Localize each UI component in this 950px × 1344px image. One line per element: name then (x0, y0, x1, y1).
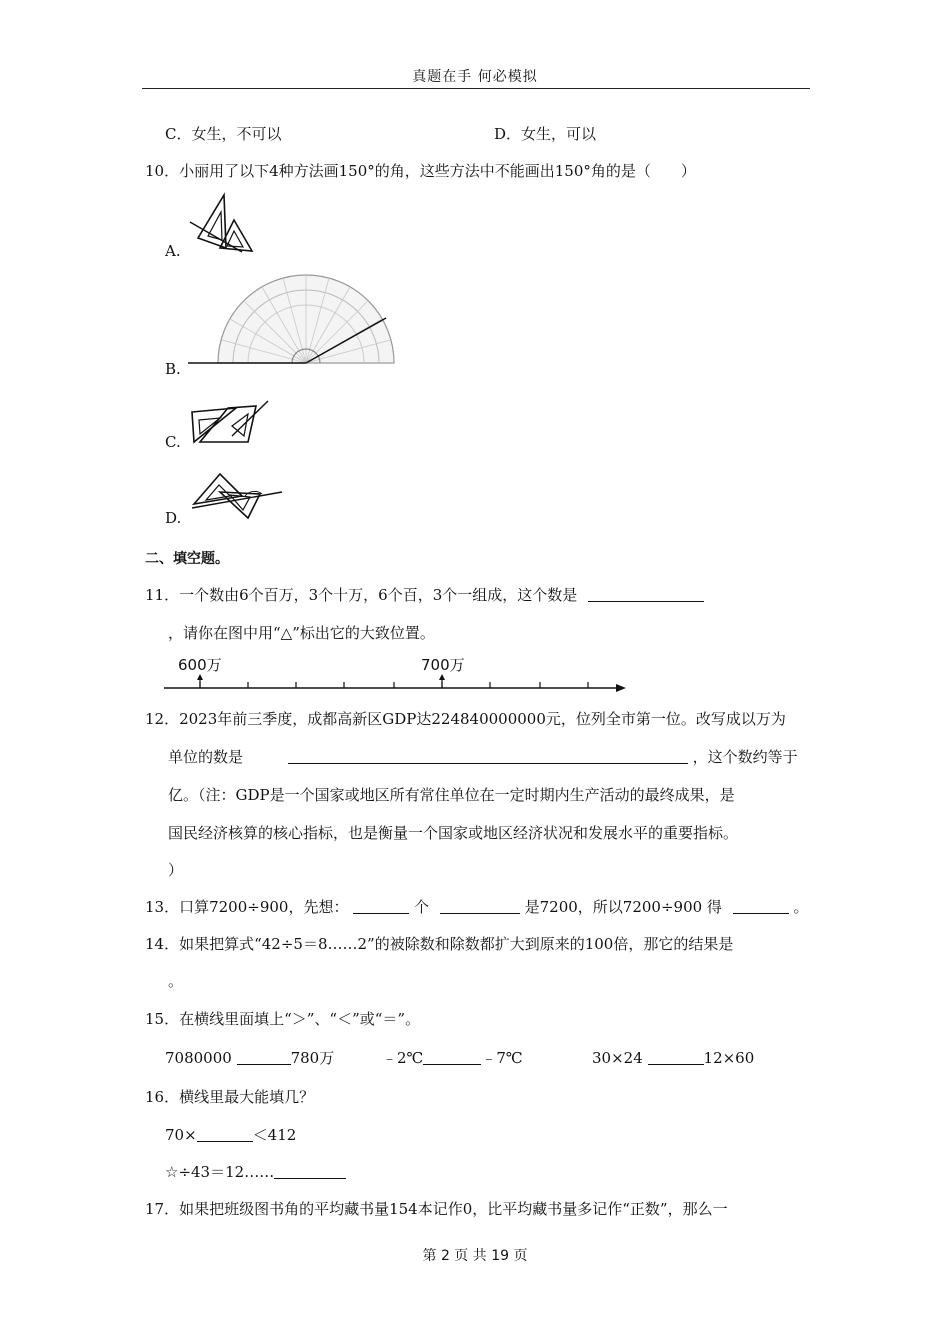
q11-line1 (145, 585, 704, 605)
q11-text: 11．一个数由6个百万，3个十万，6个百，3个一组成，这个数是 (145, 586, 578, 604)
q10-figure-c-set-squares (190, 398, 270, 448)
q16-stem: 16．横线里最大能填几？ (145, 1088, 315, 1106)
q9-option-c: C．女生，不可以 (165, 125, 282, 143)
q10-label-d: D. (165, 509, 182, 527)
q11-number-line (160, 672, 630, 696)
q12-answer-blank-1[interactable] (288, 747, 688, 764)
q15-item-b (382, 1048, 523, 1068)
q16-item-b (165, 1162, 346, 1182)
q12-text-a: 单位的数是 (168, 748, 244, 766)
q13-line (145, 897, 809, 917)
q15-stem: 15．在横线里面填上“＞”、“＜”或“＝”。 (145, 1010, 421, 1028)
q12-line5: ） (168, 861, 184, 879)
numberline-label-700: 700万 (421, 656, 465, 674)
q13-blank-2[interactable] (440, 897, 520, 914)
q10-figure-a-set-squares (190, 190, 280, 260)
q15-c-blank[interactable] (648, 1048, 704, 1065)
page-footer: 第 2 页 共 19 页 (422, 1248, 528, 1264)
q13-text-1: 13．口算7200÷900，先想： (145, 898, 349, 916)
q13-text-4: 。 (793, 898, 809, 916)
q16-b-left: ☆÷43＝12…… (165, 1163, 275, 1181)
q13-text-3: 是7200，所以7200÷900 得 (524, 898, 722, 916)
q15-a-left: 7080000 (165, 1049, 232, 1067)
header-rule (142, 88, 810, 89)
q9-option-d: D．女生，可以 (494, 125, 597, 143)
section-2-title: 二、填空题。 (145, 551, 229, 567)
q15-item-a (165, 1048, 334, 1068)
q12-line1: 12．2023年前三季度，成都高新区GDP达224840000000元，位列全市第一位。改写成以万为 (145, 710, 786, 728)
q16-item-a (165, 1125, 296, 1145)
q16-a-left: 70× (165, 1126, 197, 1144)
q10-figure-d-set-squares (190, 470, 285, 520)
q13-text-2: 个 (414, 898, 430, 916)
q12-line4: 国民经济核算的核心指标，也是衡量一个国家或地区经济状况和发展水平的重要指标。 (168, 824, 739, 842)
q14-line1: 14．如果把算式“42÷5＝8……2”的被除数和除数都扩大到原来的100倍，那它的结果是 (145, 935, 734, 953)
q10-label-b: B. (165, 360, 181, 378)
numberline-label-600: 600万 (178, 656, 222, 674)
q16-a-right: ＜412 (252, 1126, 297, 1144)
q15-b-right: ﹣7℃ (481, 1049, 523, 1067)
q10-label-a: A. (165, 242, 181, 260)
q15-a-blank[interactable] (237, 1048, 291, 1065)
q10-stem: 10．小丽用了以下4种方法画150°的角，这些方法中不能画出150°角的是（ ） (145, 162, 696, 180)
q15-item-c (592, 1048, 754, 1068)
q15-b-blank[interactable] (423, 1048, 481, 1065)
q13-blank-1[interactable] (353, 897, 409, 914)
q16-a-blank[interactable] (197, 1125, 253, 1142)
q17-line1: 17．如果把班级图书角的平均藏书量154本记作0，比平均藏书量多记作“正数”，那么一 (145, 1200, 728, 1218)
q12-text-b: ，这个数约等于 (692, 748, 798, 766)
q16-b-blank[interactable] (274, 1162, 346, 1179)
q12-line2 (168, 747, 798, 767)
q15-b-left: ﹣2℃ (382, 1049, 424, 1067)
q15-c-left: 30×24 (592, 1049, 643, 1067)
q10-label-c: C. (165, 433, 181, 451)
q13-blank-3[interactable] (733, 897, 789, 914)
q11-line2: ，请你在图中用“△”标出它的大致位置。 (168, 624, 435, 642)
q11-answer-blank[interactable] (588, 585, 704, 602)
q10-figure-b-protractor (188, 275, 398, 375)
q12-line3: 亿。（注：GDP是一个国家或地区所有常住单位在一定时期内生产活动的最终成果，是 (168, 786, 735, 804)
page-header: 真题在手 何必模拟 (412, 69, 538, 85)
q14-line2: 。 (168, 972, 184, 990)
q15-c-right: 12×60 (703, 1049, 755, 1067)
q15-a-right: 780万 (290, 1049, 335, 1067)
